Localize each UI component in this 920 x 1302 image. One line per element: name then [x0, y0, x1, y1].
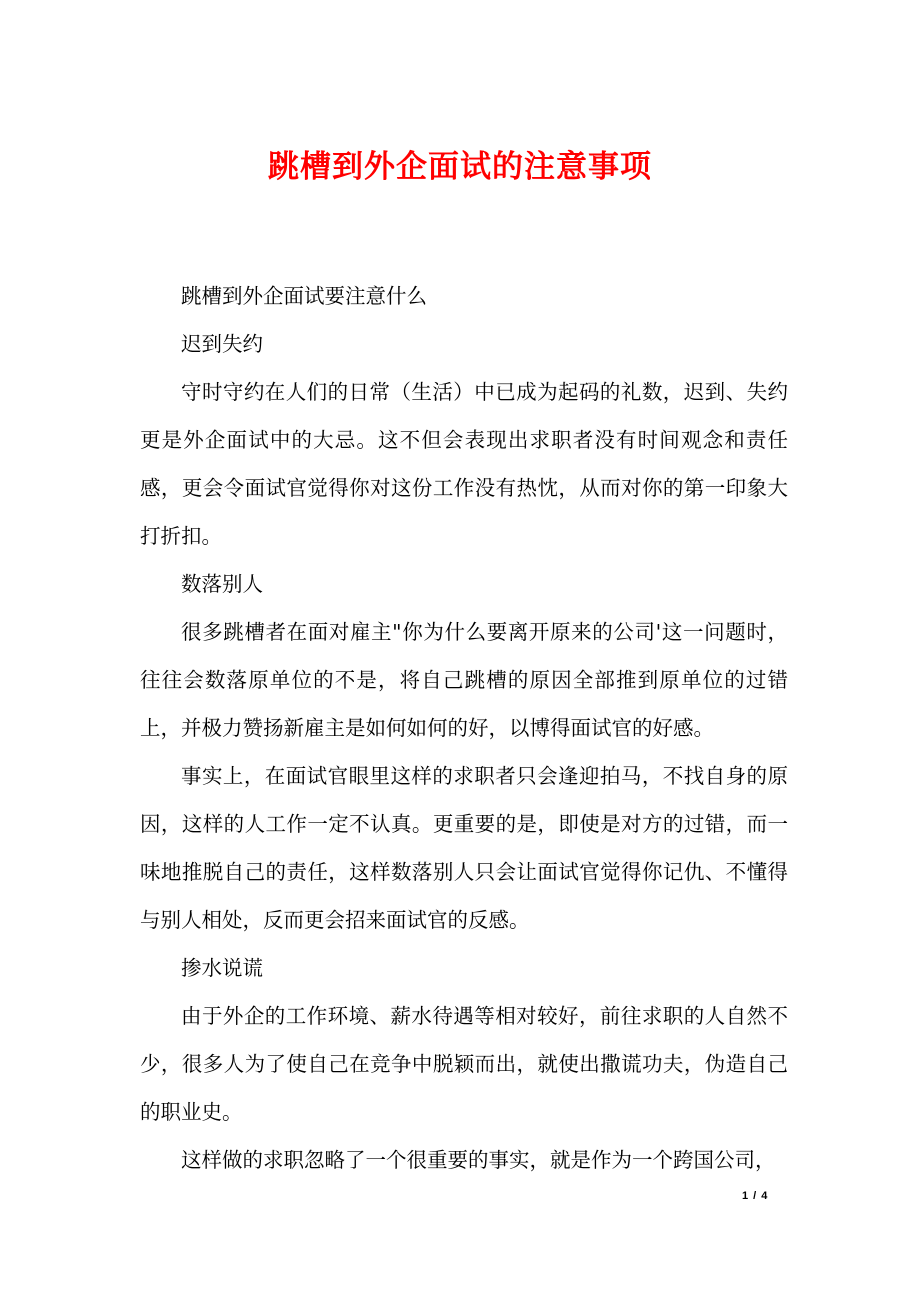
paragraph: 这样做的求职忽略了一个很重要的事实，就是作为一个跨国公司， [181, 1148, 776, 1172]
page-indicator: 1 / 4 [742, 1190, 769, 1202]
section-heading-late: 迟到失约 [181, 332, 263, 356]
paragraph: 事实上，在面试官眼里这样的求职者只会逢迎拍马，不找自身的原因，这样的人工作一定不认真。更重要的是，即使是对方的过错，而一味地推脱自己的责任，这样数落别人只会让面试官觉得你记仇、不懂得与别人相处，反而更会招来面试官的反感。 [140, 764, 788, 932]
paragraph: 守时守约在人们的日常（生活）中已成为起码的礼数，迟到、失约更是外企面试中的大忌。这不但会表现出求职者没有时间观念和责任感，更会令面试官觉得你对这份工作没有热忱，从而对你的第一印象大打折扣。 [140, 380, 788, 548]
paragraph: 很多跳槽者在面对雇主"你为什么要离开原来的公司'这一问题时，往往会数落原单位的不是，将自己跳槽的原因全部推到原单位的过错上，并极力赞扬新雇主是如何如何的好，以博得面试官的好感。 [140, 620, 788, 740]
document-title: 跳槽到外企面试的注意事项 [268, 149, 652, 185]
section-heading-blame: 数落别人 [181, 572, 263, 596]
section-heading-lying: 掺水说谎 [181, 956, 263, 980]
document-body [140, 272, 788, 1184]
paragraph: 由于外企的工作环境、薪水待遇等相对较好，前往求职的人自然不少，很多人为了使自己在竞争中脱颖而出，就使出撒谎功夫，伪造自己的职业史。 [140, 1004, 788, 1124]
paragraph-subheading-intro: 跳槽到外企面试要注意什么 [181, 284, 427, 308]
